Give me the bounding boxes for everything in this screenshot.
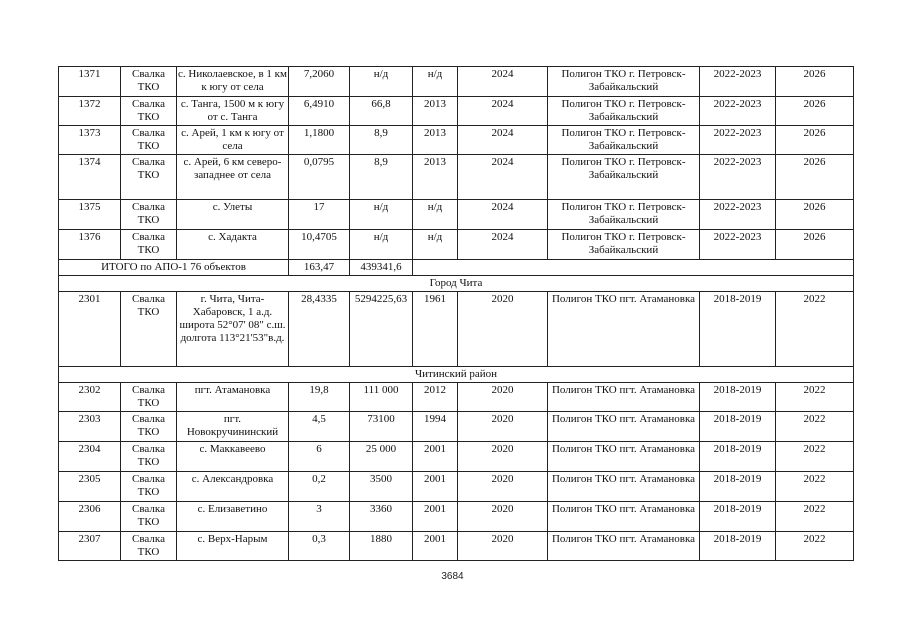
cell-location: с. Арей, 6 км северо-западнее от села	[177, 155, 289, 200]
cell-type: Свалка ТКО	[121, 230, 177, 260]
cell-volume: н/д	[350, 200, 413, 230]
cell-location: пгт. Новокручининский	[177, 412, 289, 442]
cell-area: 1,1800	[289, 126, 350, 155]
cell-target: Полигон ТКО пгт. Атамановка	[548, 472, 700, 502]
total-label: ИТОГО по АПО-1 76 объектов	[59, 260, 289, 276]
table-row	[59, 383, 854, 412]
cell-area: 17	[289, 200, 350, 230]
cell-num: 1374	[59, 155, 121, 200]
cell-type: Свалка ТКО	[121, 442, 177, 472]
cell-type: Свалка ТКО	[121, 383, 177, 412]
cell-done: 2026	[776, 97, 854, 126]
cell-volume: н/д	[350, 230, 413, 260]
section-row-district	[59, 367, 854, 383]
table-row	[59, 67, 854, 97]
total-volume: 439341,6	[350, 260, 413, 276]
cell-target: Полигон ТКО г. Петровск-Забайкальский	[548, 200, 700, 230]
cell-target: Полигон ТКО пгт. Атамановка	[548, 532, 700, 561]
table-row	[59, 292, 854, 367]
cell-close-year: 2024	[458, 230, 548, 260]
cell-type: Свалка ТКО	[121, 126, 177, 155]
cell-area: 6	[289, 442, 350, 472]
cell-area: 7,2060	[289, 67, 350, 97]
cell-done: 2026	[776, 67, 854, 97]
cell-year: 1961	[413, 292, 458, 367]
cell-target: Полигон ТКО г. Петровск-Забайкальский	[548, 126, 700, 155]
cell-location: с. Маккавеево	[177, 442, 289, 472]
cell-period: 2022-2023	[700, 97, 776, 126]
cell-close-year: 2020	[458, 292, 548, 367]
cell-type: Свалка ТКО	[121, 292, 177, 367]
cell-target: Полигон ТКО пгт. Атамановка	[548, 502, 700, 532]
cell-num: 2301	[59, 292, 121, 367]
cell-year: н/д	[413, 67, 458, 97]
table-row	[59, 230, 854, 260]
table-row	[59, 97, 854, 126]
section-title-chita: Город Чита	[59, 276, 854, 292]
cell-done: 2026	[776, 155, 854, 200]
cell-target: Полигон ТКО г. Петровск-Забайкальский	[548, 97, 700, 126]
cell-period: 2018-2019	[700, 472, 776, 502]
cell-year: 1994	[413, 412, 458, 442]
cell-num: 2304	[59, 442, 121, 472]
cell-type: Свалка ТКО	[121, 472, 177, 502]
cell-volume: 1880	[350, 532, 413, 561]
cell-location: пгт. Атамановка	[177, 383, 289, 412]
cell-done: 2022	[776, 442, 854, 472]
cell-location: г. Чита, Чита-Хабаровск, 1 а.д. широта 52°07' 08" с.ш. долгота 113°21'53"в.д.	[177, 292, 289, 367]
table-row	[59, 532, 854, 561]
total-empty	[413, 260, 854, 276]
cell-done: 2022	[776, 502, 854, 532]
cell-area: 19,8	[289, 383, 350, 412]
page-number: 3684	[441, 571, 464, 582]
cell-period: 2022-2023	[700, 155, 776, 200]
cell-area: 4,5	[289, 412, 350, 442]
cell-num: 2302	[59, 383, 121, 412]
cell-close-year: 2024	[458, 155, 548, 200]
section-title-district: Читинский район	[59, 367, 854, 383]
cell-location: с. Николаевское, в 1 км к югу от села	[177, 67, 289, 97]
cell-period: 2018-2019	[700, 442, 776, 472]
cell-location: с. Александровка	[177, 472, 289, 502]
cell-volume: 3360	[350, 502, 413, 532]
table-body-group-b	[59, 383, 854, 561]
cell-num: 2307	[59, 532, 121, 561]
cell-area: 0,3	[289, 532, 350, 561]
cell-year: 2001	[413, 502, 458, 532]
cell-done: 2022	[776, 292, 854, 367]
table-row	[59, 472, 854, 502]
table-row	[59, 200, 854, 230]
cell-period: 2022-2023	[700, 67, 776, 97]
cell-volume: 5294225,63	[350, 292, 413, 367]
cell-area: 6,4910	[289, 97, 350, 126]
cell-year: 2013	[413, 126, 458, 155]
cell-location: с. Арей, 1 км к югу от села	[177, 126, 289, 155]
cell-period: 2018-2019	[700, 412, 776, 442]
cell-area: 0,0795	[289, 155, 350, 200]
cell-done: 2022	[776, 472, 854, 502]
cell-done: 2022	[776, 383, 854, 412]
cell-year: 2001	[413, 472, 458, 502]
cell-period: 2022-2023	[700, 126, 776, 155]
cell-close-year: 2024	[458, 67, 548, 97]
cell-volume: н/д	[350, 67, 413, 97]
cell-done: 2026	[776, 200, 854, 230]
cell-location: с. Елизаветино	[177, 502, 289, 532]
cell-area: 10,4705	[289, 230, 350, 260]
table-body-total	[59, 260, 854, 383]
cell-close-year: 2020	[458, 442, 548, 472]
cell-close-year: 2024	[458, 97, 548, 126]
cell-period: 2018-2019	[700, 502, 776, 532]
cell-period: 2018-2019	[700, 383, 776, 412]
cell-done: 2022	[776, 532, 854, 561]
cell-volume: 3500	[350, 472, 413, 502]
cell-close-year: 2024	[458, 126, 548, 155]
cell-area: 28,4335	[289, 292, 350, 367]
cell-num: 1376	[59, 230, 121, 260]
table-row	[59, 126, 854, 155]
table-row	[59, 412, 854, 442]
cell-num: 2305	[59, 472, 121, 502]
cell-target: Полигон ТКО пгт. Атамановка	[548, 292, 700, 367]
cell-area: 3	[289, 502, 350, 532]
cell-type: Свалка ТКО	[121, 97, 177, 126]
cell-num: 1372	[59, 97, 121, 126]
cell-close-year: 2020	[458, 383, 548, 412]
section-row-chita	[59, 276, 854, 292]
cell-target: Полигон ТКО г. Петровск-Забайкальский	[548, 155, 700, 200]
cell-period: 2022-2023	[700, 230, 776, 260]
cell-year: 2013	[413, 97, 458, 126]
landfill-register-table	[58, 66, 854, 561]
cell-done: 2026	[776, 230, 854, 260]
cell-type: Свалка ТКО	[121, 532, 177, 561]
cell-done: 2026	[776, 126, 854, 155]
cell-close-year: 2020	[458, 472, 548, 502]
cell-year: 2001	[413, 532, 458, 561]
cell-target: Полигон ТКО г. Петровск-Забайкальский	[548, 230, 700, 260]
cell-target: Полигон ТКО пгт. Атамановка	[548, 383, 700, 412]
cell-location: с. Верх-Нарым	[177, 532, 289, 561]
cell-year: 2012	[413, 383, 458, 412]
cell-num: 2303	[59, 412, 121, 442]
cell-year: н/д	[413, 230, 458, 260]
cell-target: Полигон ТКО г. Петровск-Забайкальский	[548, 67, 700, 97]
cell-num: 1373	[59, 126, 121, 155]
total-row	[59, 260, 854, 276]
cell-close-year: 2020	[458, 532, 548, 561]
cell-type: Свалка ТКО	[121, 412, 177, 442]
cell-period: 2018-2019	[700, 292, 776, 367]
cell-type: Свалка ТКО	[121, 155, 177, 200]
cell-close-year: 2020	[458, 502, 548, 532]
cell-year: н/д	[413, 200, 458, 230]
cell-volume: 8,9	[350, 155, 413, 200]
cell-volume: 73100	[350, 412, 413, 442]
table-row	[59, 502, 854, 532]
cell-num: 1375	[59, 200, 121, 230]
cell-num: 1371	[59, 67, 121, 97]
cell-type: Свалка ТКО	[121, 502, 177, 532]
cell-close-year: 2024	[458, 200, 548, 230]
cell-period: 2018-2019	[700, 532, 776, 561]
cell-volume: 8,9	[350, 126, 413, 155]
table-row	[59, 442, 854, 472]
cell-target: Полигон ТКО пгт. Атамановка	[548, 412, 700, 442]
cell-done: 2022	[776, 412, 854, 442]
total-area: 163,47	[289, 260, 350, 276]
cell-period: 2022-2023	[700, 200, 776, 230]
cell-year: 2013	[413, 155, 458, 200]
cell-area: 0,2	[289, 472, 350, 502]
cell-type: Свалка ТКО	[121, 67, 177, 97]
cell-year: 2001	[413, 442, 458, 472]
cell-type: Свалка ТКО	[121, 200, 177, 230]
cell-location: с. Танга, 1500 м к югу от с. Танга	[177, 97, 289, 126]
cell-volume: 25 000	[350, 442, 413, 472]
cell-close-year: 2020	[458, 412, 548, 442]
cell-target: Полигон ТКО пгт. Атамановка	[548, 442, 700, 472]
cell-location: с. Улеты	[177, 200, 289, 230]
cell-location: с. Хадакта	[177, 230, 289, 260]
table-body-group-a	[59, 67, 854, 260]
cell-volume: 111 000	[350, 383, 413, 412]
table-row	[59, 155, 854, 200]
cell-num: 2306	[59, 502, 121, 532]
cell-volume: 66,8	[350, 97, 413, 126]
